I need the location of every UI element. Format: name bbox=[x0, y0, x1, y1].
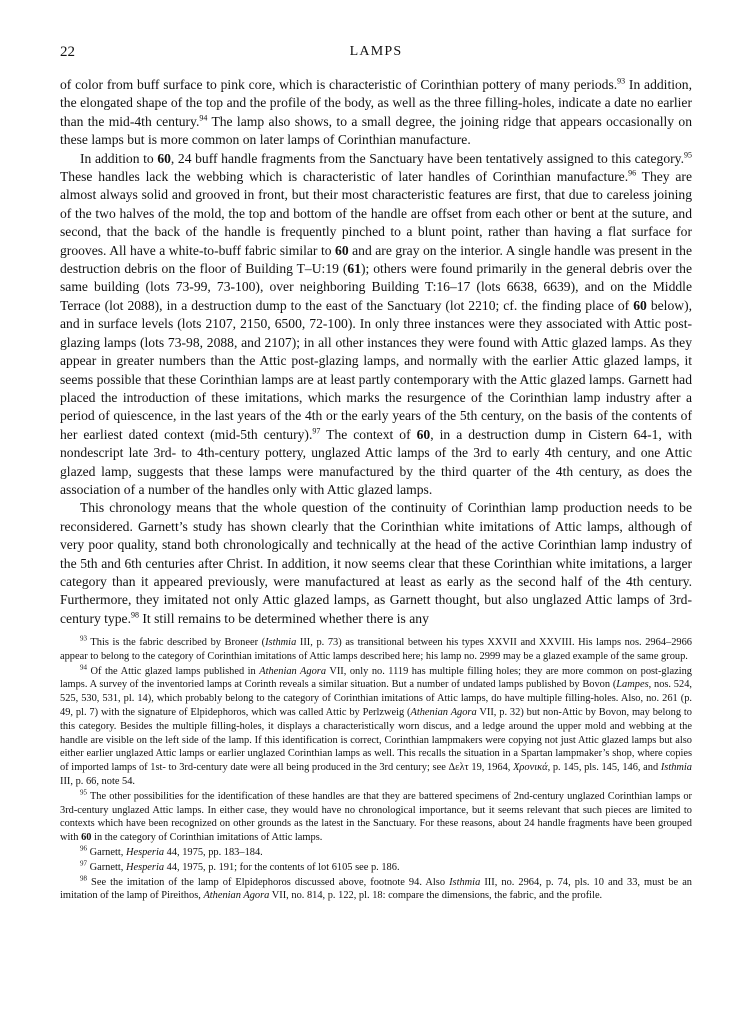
body-text bbox=[60, 76, 692, 628]
footnote-93 bbox=[60, 636, 692, 664]
text-run: Garnett, bbox=[87, 846, 126, 858]
text-run: , nos. 524, 525, 530, 531, pl. 14), which probably belong to the category of Corinthian imitations of Attic lamps, do have multiple filling-holes. Also, no. 261 (p. 49, pl. 7) with the signature of Elpidephoros, which was called Attic by Perlzweig ( bbox=[60, 679, 692, 718]
text-run: , 24 buff handle fragments from the Sanctuary have been tentatively assigned to this category. bbox=[170, 150, 684, 166]
paragraph-3 bbox=[60, 499, 692, 628]
text-run: These handles lack the webbing which is characteristic of later handles of Corinthian manufacture. bbox=[60, 169, 629, 185]
catalog-ref: 60 bbox=[81, 832, 92, 844]
text-run: The other possibilities for the identification of these handles are that they are battered specimens of 2nd-century unglazed Corinthian lamps or 3rd-century unglazed Attic lamps. In either case, they would have no chronological importance, but it seems relevant that such pieces are limited to contexts which have been recognized on other grounds as the latest in the Sanctuary. For these reasons, about 24 handle fragments have been grouped with bbox=[60, 790, 692, 844]
italic-title: Hesperia bbox=[125, 861, 165, 873]
catalog-ref: 60 bbox=[416, 426, 431, 442]
italic-title: Athenian Agora bbox=[203, 890, 270, 902]
footnote-number: 98 bbox=[80, 874, 87, 883]
catalog-ref: 61 bbox=[347, 261, 361, 277]
italic-title: Isthmia bbox=[265, 637, 297, 648]
footnote-94 bbox=[60, 665, 692, 789]
text-run: 44, 1975, pp. 183–184. bbox=[164, 846, 263, 858]
text-run: Garnett, bbox=[87, 861, 126, 873]
text-run: VII, p. 32) but non-Attic by Bovon, may belong to this category. Besides the multiple filling-holes, it displays a characteristically worn discus, and a ledge around the upper mold and webbing at the handle are visible on the left side of the lamp. If this identification is correct, Corinthian lampmakers were copying not just Attic glazed lamps but also either earlier unglazed Attic lamps or earlier unglazed Corinthian lamps as well. This recalls the situation in a Spartan lampmaker’s shop, where copies of imported lamps of 1st- to 3rd-century date were all being produced in the 3rd century; see bbox=[60, 706, 692, 774]
paragraph-2 bbox=[60, 150, 692, 500]
footnote-number: 96 bbox=[80, 844, 87, 853]
text-run: The context of bbox=[320, 426, 417, 442]
text-run: III, p. 66, note 54. bbox=[60, 775, 136, 787]
footnote-96 bbox=[60, 846, 692, 860]
greek-text: Χρονικά bbox=[513, 762, 548, 774]
footnote-ref-98[interactable]: 98 bbox=[130, 610, 139, 620]
footnote-ref-93[interactable]: 93 bbox=[617, 76, 626, 86]
footnote-number: 95 bbox=[80, 788, 87, 797]
footnote-ref-94[interactable]: 94 bbox=[199, 113, 208, 123]
italic-title: Lampes bbox=[616, 679, 649, 691]
footnote-number: 97 bbox=[80, 859, 87, 868]
footnote-97 bbox=[60, 861, 692, 875]
footnote-98 bbox=[60, 876, 692, 904]
text-run: 19, 1964, bbox=[468, 762, 514, 774]
text-run: Of the Attic glazed lamps published in bbox=[87, 665, 260, 677]
text-run: in the category of Corinthian imitations of Attic lamps. bbox=[91, 832, 323, 844]
italic-title: Athenian Agora bbox=[259, 665, 327, 677]
italic-title: Athenian Agora bbox=[410, 706, 477, 718]
footnote-number: 93 bbox=[80, 634, 87, 643]
text-run: This chronology means that the whole question of the continuity of Corinthian lamp production needs to be reconsidered. Garnett’s study has shown clearly that the Corinthian white imitations of Attic lamps, although of very poor quality, stand both chronologically and technically at the head of the active Corinthian lamp industry of the 5th and 6th centuries after Christ. In addition, it now seems clear that these Corinthian white imitations, a larger category than it appeared previously, were manufactured at least as early as the second half of the 4th century. Furthermore, they imitated not only Attic glazed lamps, as Garnett thought, but also unglazed Attic lamps of 3rd-century type. bbox=[60, 500, 692, 626]
footnote-ref-95[interactable]: 95 bbox=[684, 150, 692, 160]
footnote-95 bbox=[60, 790, 692, 845]
text-run: In addition to bbox=[80, 150, 158, 166]
text-run: , in a destruction dump in Cistern 64-1, with nondescript late 3rd- to 4th-century pottery, unglazed Attic lamps of the 3rd to early 4th century, and one Attic glazed lamp, suggests that these lamps were manufactured by the third quarter of the 4th century, as does the association of a number of the handles only with Attic glazed lamps. bbox=[60, 426, 692, 497]
italic-title: Isthmia bbox=[449, 876, 481, 888]
text-run: , p. 145, pls. 145, 146, and bbox=[547, 762, 661, 774]
text-run: The lamp also shows, to a small degree, the joining ridge that appears occasionally on these lamps but is more common on later lamps of Corinthian manufacture. bbox=[60, 113, 692, 148]
footnote-number: 94 bbox=[80, 663, 87, 672]
text-run: In addition, the elongated shape of the top and the profile of the body, as well as the three filling-holes, indicate a date no earlier than the mid-4th century. bbox=[60, 77, 692, 129]
text-run: VII, no. 814, p. 122, pl. 18: compare the dimensions, the fabric, and the profile. bbox=[269, 890, 603, 902]
text-run: and are gray on the interior. A single handle was present in the destruction debris on the floor of Building T–U:19 ( bbox=[60, 242, 692, 277]
text-run: III, p. 73) as transitional between his types XXVII and XXVIII. His lamps nos. 2964–2966 appear to belong to the category of Corinthian imitations of Attic lamps described here; his lamp no. 2999 may be a glazed example of the same group. bbox=[60, 637, 692, 662]
running-head bbox=[60, 44, 692, 66]
text-run: See the imitation of the lamp of Elpidephoros discussed above, footnote 94. Also bbox=[87, 876, 450, 888]
catalog-ref: 60 bbox=[633, 297, 647, 313]
text-run: It still remains to be determined whether there is any bbox=[138, 610, 429, 626]
catalog-ref: 60 bbox=[157, 150, 171, 166]
paragraph-1 bbox=[60, 76, 692, 150]
page-number: 22 bbox=[60, 44, 75, 60]
footnote-ref-96[interactable]: 96 bbox=[628, 168, 637, 178]
text-run: They are almost always solid and grooved in front, but their most characteristic features are first, that due to careless joining of the two halves of the mold, the top and bottom of the handle are offset from each other or bent at the suture, and second, that the back of the handle is frequently pinched to a blunt point, rather than having a flat surface for grooves. All have a white-to-buff fabric similar to bbox=[60, 169, 692, 258]
text-run: 44, 1975, p. 191; for the contents of lot 6105 see p. 186. bbox=[164, 861, 400, 873]
italic-title: Isthmia bbox=[660, 762, 692, 774]
greek-text: Δελτ bbox=[448, 762, 469, 774]
italic-title: Hesperia bbox=[125, 846, 165, 858]
text-run: VII, only no. 1119 has multiple filling holes; they are more common on post-glazing lamps. A survey of the inventoried lamps at Corinth reveals a similar situation. But a number of undated lamps published by Bovon ( bbox=[60, 665, 692, 691]
catalog-ref: 60 bbox=[335, 242, 349, 258]
footnotes bbox=[60, 636, 692, 904]
text-run: below), and in surface levels (lots 2107, 2150, 6500, 72-100). In only three instances were they associated with Attic post-glazing lamps (lots 73-98, 2088, and 2107); in all other instances they were found with Attic glazed lamps. As they appear in greater numbers than the Attic post-glazing lamps, and normally with the earlier Attic glazed lamps, it seems possible that these Corinthian lamps are at least partly contemporary with the Attic glazed lamps. Garnett had placed the introduction of these imitations, which marks the resurgence of the Corinthian lamp industry after a period of quiescence, in the last years of the 4th or the early years of the 5th century, on the basis of the contents of her earliest dated context (mid-5th century). bbox=[60, 297, 692, 442]
text-run: III, no. 2964, p. 74, pls. 10 and 33, must be an imitation of the lamp of Pireithos, bbox=[60, 876, 692, 902]
text-run: of color from buff surface to pink core, which is characteristic of Corinthian pottery of many periods. bbox=[60, 77, 618, 92]
footnote-ref-97[interactable]: 97 bbox=[312, 426, 321, 436]
running-title: LAMPS bbox=[349, 44, 403, 59]
text-run: ); others were found primarily in the general debris over the same building (lots 73-99, 73-100), over neighboring Building T:16–17 (lots 6638, 6639), and on the Middle Terrace (lot 2088), in a destruction dump to the east of the Sanctuary (lot 2210; cf. the finding place of bbox=[60, 261, 692, 313]
text-run: This is the fabric described by Broneer ( bbox=[87, 637, 266, 648]
